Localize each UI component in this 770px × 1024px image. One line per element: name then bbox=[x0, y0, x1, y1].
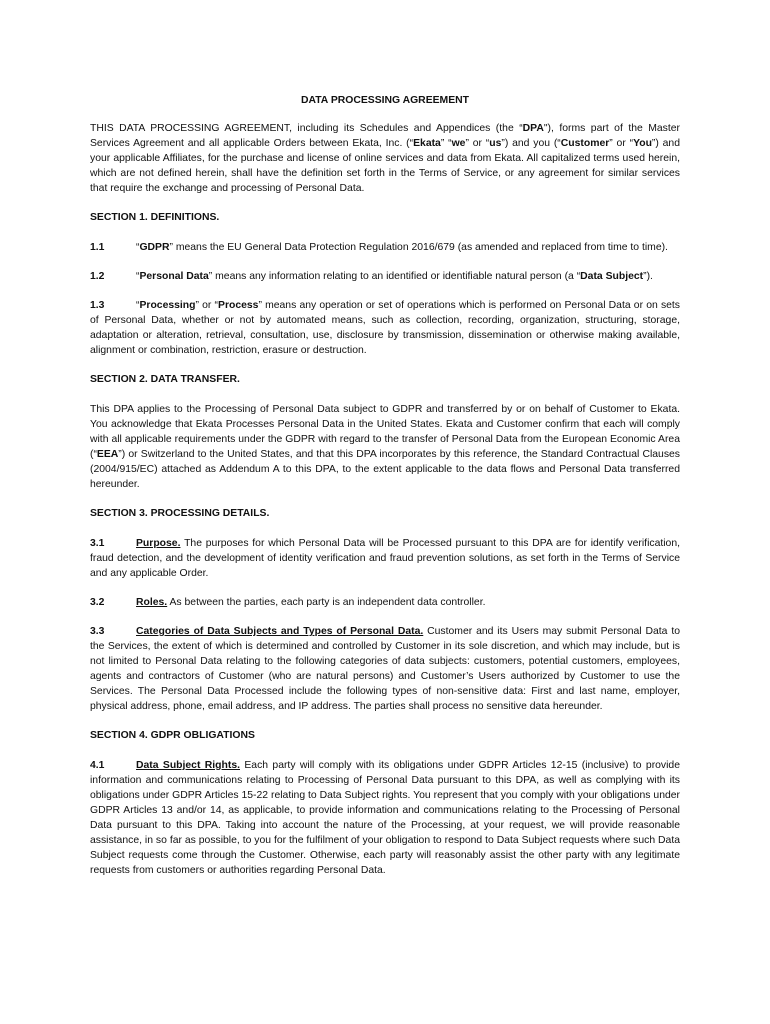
clause-number: 1.1 bbox=[90, 242, 105, 253]
clause-heading: Data Subject Rights. bbox=[136, 760, 240, 771]
clause-heading: Purpose. bbox=[136, 538, 181, 549]
clause-number: 4.1 bbox=[90, 760, 105, 771]
clause-1-3: 1.3 “Processing” or “Process” means any operation or set of operations which is performed on Personal Data or on sets of Personal Data, whether or not by automated means, such as collection, recording, organization, structuring, storage, adaptation or alteration, retrieval, consultation, use, disclosure by transmission, dissemination or otherwise making available, alignment or combination, restriction, erasure or destruction. bbox=[90, 300, 680, 356]
intro-paragraph: THIS DATA PROCESSING AGREEMENT, including its Schedules and Appendices (the “DPA"), forms part of the Master Services Agreement and all applicable Orders between Ekata, Inc. (“Ekata” “we” or “us”) and you (“Customer” or “You”) and your applicable Affiliates, for the purchase and license of online services and data from Ekata. All capitalized terms used herein, which are not defined herein, shall have the definition set forth in the Terms of Service, or any agreement for similar services that require the exchange and processing of Personal Data. bbox=[90, 123, 680, 194]
clause-heading: Categories of Data Subjects and Types of Personal Data. bbox=[136, 626, 424, 637]
clause-number: 1.3 bbox=[90, 300, 105, 311]
clause-4-1: 4.1 Data Subject Rights. Each party will comply with its obligations under GDPR Articles 12-15 (inclusive) to provide information and communications relating to Processing of Personal Data pursuant to this DPA, as well as complying with its obligations under GDPR Articles 15-22 relating to Data Subject rights. You represent that you comply with your obligations under GDPR Articles 13 and/or 14, as applicable, to provide information and communications relating to the Processing of Personal Data pursuant to this DPA. Taking into account the nature of the Processing, at your request, we will provide reasonable assistance, in so far as possible, to you for the fulfilment of your obligation to respond to Data Subject requests where such Data Subject requests come through the Customer. Otherwise, each party will reasonably assist the other party with any legitimate requests from customers or authorities regarding Personal Data. bbox=[90, 760, 680, 876]
section-4-heading: SECTION 4. GDPR OBLIGATIONS bbox=[90, 730, 255, 741]
clause-3-1: 3.1 Purpose. The purposes for which Personal Data will be Processed pursuant to this DPA are for identify verification, fraud detection, and the development of identity verification and fraud prevention solutions, as set forth in the Terms of Service and any applicable Order. bbox=[90, 538, 680, 579]
document-title: DATA PROCESSING AGREEMENT bbox=[301, 95, 469, 106]
clause-heading: Roles. bbox=[136, 597, 168, 608]
clause-1-1: 1.1 “GDPR” means the EU General Data Protection Regulation 2016/679 (as amended and replaced from time to time). bbox=[90, 242, 668, 253]
section-1-heading: SECTION 1. DEFINITIONS. bbox=[90, 212, 220, 223]
clause-1-2: 1.2 “Personal Data” means any information relating to an identified or identifiable natural person (a “Data Subject”). bbox=[90, 271, 653, 282]
clause-number: 3.2 bbox=[90, 597, 105, 608]
clause-3-3: 3.3 Categories of Data Subjects and Types of Personal Data. Customer and its Users may submit Personal Data to the Services, the extent of which is determined and controlled by Customer in its sole discretion, and which may include, but is not limited to Personal Data relating to the following categories of data subjects: customers, potential customers, employees, agents and contractors of Customer (who are natural persons) and Customer’s Users authorized by Customer to use the Services. The Personal Data Processed include the following types of non-sensitive data: First and last name, employer, physical address, phone, email address, and IP address. The parties shall process no sensitive data hereunder. bbox=[90, 626, 680, 712]
section-2-heading: SECTION 2. DATA TRANSFER. bbox=[90, 374, 240, 385]
clause-number: 3.1 bbox=[90, 538, 105, 549]
clause-number: 1.2 bbox=[90, 271, 105, 282]
section-2-paragraph: This DPA applies to the Processing of Personal Data subject to GDPR and transferred by or on behalf of Customer to Ekata. You acknowledge that Ekata Processes Personal Data in the United States. Ekata and Customer confirm that each will comply with all applicable requirements under the GDPR with regard to the transfer of Personal Data from the European Economic Area (“EEA”) or Switzerland to the United States, and that this DPA incorporates by this reference, the Standard Contractual Clauses (2004/915/EC) attached as Addendum A to this DPA, to the extent applicable to the data flows and Personal Data transferred hereunder. bbox=[90, 404, 680, 490]
section-3-heading: SECTION 3. PROCESSING DETAILS. bbox=[90, 508, 270, 519]
clause-number: 3.3 bbox=[90, 626, 105, 637]
clause-3-2: 3.2 Roles. As between the parties, each party is an independent data controller. bbox=[90, 597, 486, 608]
